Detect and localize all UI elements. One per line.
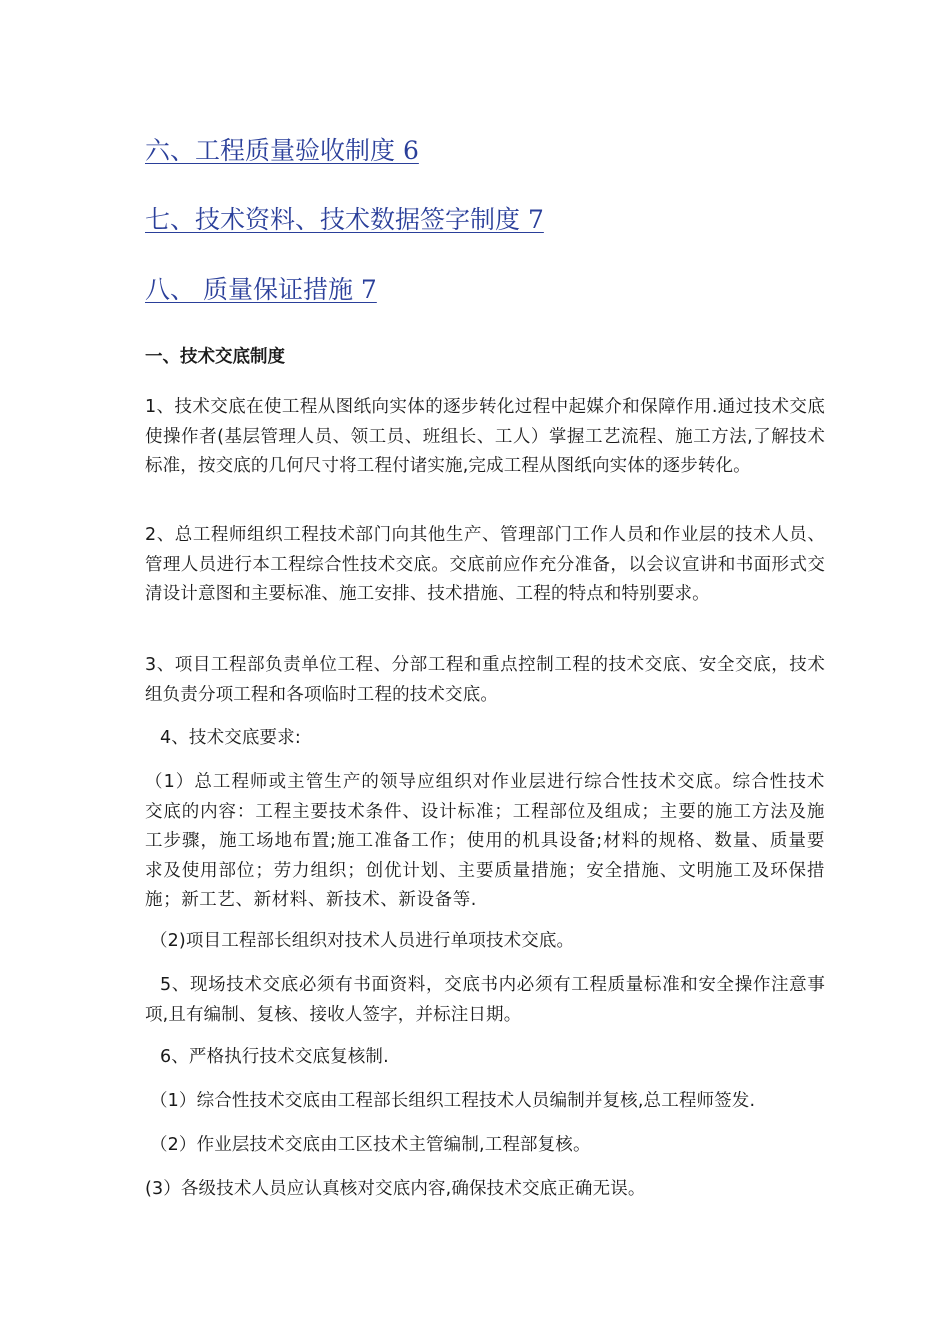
paragraph-5: 5、现场技术交底必须有书面资料，交底书内必须有工程质量标准和安全操作注意事项,且有编制、复核、接收人签字，并标注日期。 (145, 975, 825, 1025)
paragraph-1: 1、技术交底在使工程从图纸向实体的逐步转化过程中起媒介和保障作用.通过技术交底使操作者(基层管理人员、领工员、班组长、工人）掌握工艺流程、施工方法,了解技术标准，按交底的几何尺寸将工程付诸实施,完成工程从图纸向实体的逐步转化。 (145, 397, 825, 476)
paragraph-6-1: （1）综合性技术交底由工程部长组织工程技术人员编制并复核,总工程师签发. (150, 1091, 756, 1111)
paragraph-4-2: （2)项目工程部长组织对技术人员进行单项技术交底。 (150, 931, 575, 951)
toc-link-quality-assurance[interactable]: 八、 质量保证措施 7 (145, 275, 377, 304)
paragraph-6-2: （2）作业层技术交底由工区技术主管编制,工程部复核。 (150, 1135, 591, 1155)
paragraph-6: 6、严格执行技术交底复核制. (160, 1047, 389, 1067)
paragraph-3: 3、项目工程部负责单位工程、分部工程和重点控制工程的技术交底、安全交底，技术组负责分项工程和各项临时工程的技术交底。 (145, 655, 825, 705)
toc-link-technical-data-signature[interactable]: 七、技术资料、技术数据签字制度 7 (145, 205, 544, 234)
toc-link-quality-acceptance[interactable]: 六、工程质量验收制度 6 (145, 136, 419, 165)
paragraph-6-3: (3）各级技术人员应认真核对交底内容,确保技术交底正确无误。 (145, 1179, 646, 1199)
paragraph-4: 4、技术交底要求: (160, 728, 301, 748)
paragraph-2: 2、总工程师组织工程技术部门向其他生产、管理部门工作人员和作业层的技术人员、管理人员进行本工程综合性技术交底。交底前应作充分准备，以会议宣讲和书面形式交清设计意图和主要标准、施工安排、技术措施、工程的特点和特别要求。 (145, 525, 825, 604)
paragraph-4-1: （1）总工程师或主管生产的领导应组织对作业层进行综合性技术交底。综合性技术交底的内容：工程主要技术条件、设计标准；工程部位及组成；主要的施工方法及施工步骤，施工场地布置;施工准备工作；使用的机具设备;材料的规格、数量、质量要求及使用部位；劳力组织；创优计划、主要质量措施；安全措施、文明施工及环保措施；新工艺、新材料、新技术、新设备等. (145, 772, 825, 910)
section-heading: 一、技术交底制度 (145, 347, 285, 367)
